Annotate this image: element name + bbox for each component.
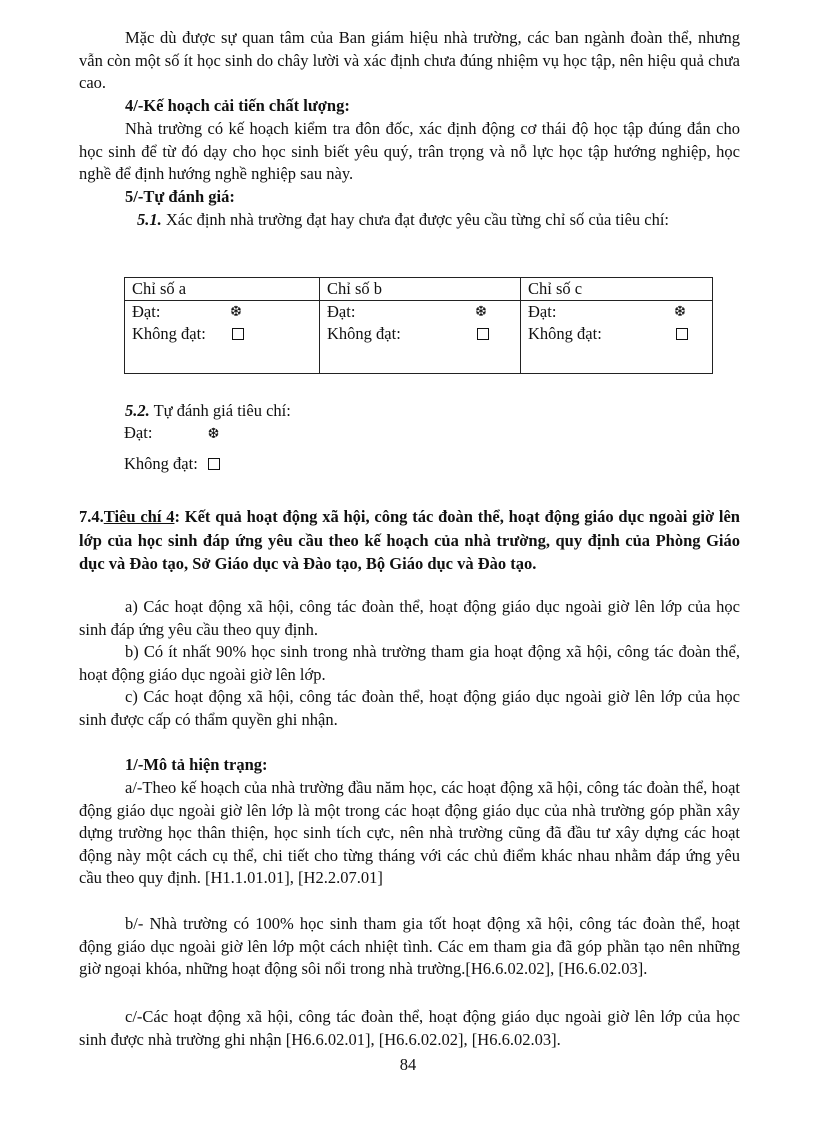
description-b: b/- Nhà trường có 100% học sinh tham gia tốt hoạt động xã hội, công tác đoàn thể, hoạt động giáo dục ngoài giờ lên lớp một cách nhiệt tình. Các em tham gia đã góp phần tạo nên những giờ ngoại khóa, những hoạt động sôi nổi trong nhà trường.[H6.6.02.02], [H6.6.02.03].	[79, 914, 740, 979]
item-5-1-number: 5.1.	[137, 210, 162, 229]
indicator-cell-a	[125, 301, 320, 374]
description-c: c/-Các hoạt động xã hội, công tác đoàn thể, hoạt động giáo dục ngoài giờ lên lớp của học sinh được nhà trường ghi nhận [H6.6.02.01], [H6.6.02.02], [H6.6.02.03].	[79, 1007, 740, 1049]
indicator-header-a: Chỉ số a	[125, 278, 320, 301]
dat-label-a: Đạt:	[132, 302, 161, 321]
checkbox-icon[interactable]	[477, 328, 489, 340]
item-5-2-text: Tự đánh giá tiêu chí:	[153, 401, 291, 420]
heading-self-assessment: 5/-Tự đánh giá:	[125, 187, 235, 206]
khong-dat-label-c: Không đạt:	[528, 324, 602, 343]
snowflake-icon: ❆	[207, 427, 220, 442]
requirement-c: c) Các hoạt động xã hội, công tác đoàn thể, hoạt động giáo dục ngoài giờ lên lớp của học sinh được cấp có thẩm quyền ghi nhận.	[79, 687, 740, 729]
item-5-1-text: Xác định nhà trường đạt hay chưa đạt được yêu cầu từng chỉ số của tiêu chí:	[165, 210, 670, 229]
eval-dat-row	[124, 422, 222, 446]
criterion-title: : Kết quả hoạt động xã hội, công tác đoàn thể, hoạt động giáo dục ngoài giờ lên lớp của học sinh đáp ứng yêu cầu theo kế hoạch của nhà trường, quy định của Phòng Giáo dục và Đào tạo, Sở Giáo dục và Đào tạo, Bộ Giáo dục và Đào tạo.	[79, 507, 740, 573]
criterion-heading	[79, 505, 740, 576]
eval-khong-dat-label: Không đạt:	[124, 454, 198, 473]
improvement-plan-paragraph: Nhà trường có kế hoạch kiểm tra đôn đốc, xác định động cơ thái độ học tập đúng đắn cho học sinh để từ đó dạy cho học sinh biết yêu quý, trân trọng và nỗ lực học tập hướng nghiệp, học nghề để định hướng nghề nghiệp sau này.	[79, 119, 740, 184]
item-5-2-number: 5.2.	[125, 401, 150, 420]
requirement-b: b) Có ít nhất 90% học sinh trong nhà trường tham gia hoạt động xã hội, công tác đoàn thể, hoạt động giáo dục ngoài giờ lên lớp.	[79, 642, 740, 684]
item-5-2	[125, 400, 291, 423]
indicator-cell-b	[320, 301, 521, 374]
khong-dat-label-b: Không đạt:	[327, 324, 401, 343]
khong-dat-label-a: Không đạt:	[132, 324, 206, 343]
checkbox-icon[interactable]	[232, 328, 244, 340]
criterion-label: Tiêu chí 4	[103, 507, 175, 526]
dat-label-c: Đạt:	[528, 302, 557, 321]
snowflake-icon: ❆	[674, 304, 686, 320]
dat-label-b: Đạt:	[327, 302, 356, 321]
heading-current-status: 1/-Mô tả hiện trạng:	[125, 755, 268, 774]
criterion-prefix: 7.4.	[79, 507, 104, 526]
checkbox-icon[interactable]	[208, 458, 220, 470]
description-a: a/-Theo kế hoạch của nhà trường đầu năm học, các hoạt động xã hội, công tác đoàn thể, hoạt động giáo dục ngoài giờ lên lớp là một trong các hoạt động giáo dục của nhà trường góp phần xây dựng trường học thân thiện, học sinh tích cực, nên nhà trường cũng đã đầu tư xây dựng các hoạt động này một cách cụ thể, chi tiết cho từng tháng với các chủ điểm khác nhau nhằm đáp ứng yêu cầu theo quy định. [H1.1.01.01], [H2.2.07.01]	[79, 778, 740, 888]
intro-paragraph: Mặc dù được sự quan tâm của Ban giám hiệu nhà trường, các ban ngành đoàn thể, nhưng vẫn còn một số ít học sinh do chây lười và xác định chưa đúng nhiệm vụ học tập, nên hiệu quả chưa cao.	[79, 28, 740, 93]
indicator-header-b: Chỉ số b	[320, 278, 521, 301]
page-number: 84	[399, 1055, 417, 1074]
eval-khong-dat-row	[124, 453, 220, 475]
indicator-cell-c	[521, 301, 713, 374]
heading-improvement-plan: 4/-Kế hoạch cải tiến chất lượng:	[125, 96, 350, 115]
eval-dat-label: Đạt:	[124, 423, 153, 442]
indicator-table	[124, 277, 713, 374]
item-5-1	[79, 209, 740, 232]
snowflake-icon: ❆	[230, 304, 242, 320]
checkbox-icon[interactable]	[676, 328, 688, 340]
indicator-header-c: Chỉ số c	[521, 278, 713, 301]
requirement-a: a) Các hoạt động xã hội, công tác đoàn thể, hoạt động giáo dục ngoài giờ lên lớp của học sinh đáp ứng yêu cầu theo quy định.	[79, 597, 740, 639]
snowflake-icon: ❆	[475, 304, 487, 320]
